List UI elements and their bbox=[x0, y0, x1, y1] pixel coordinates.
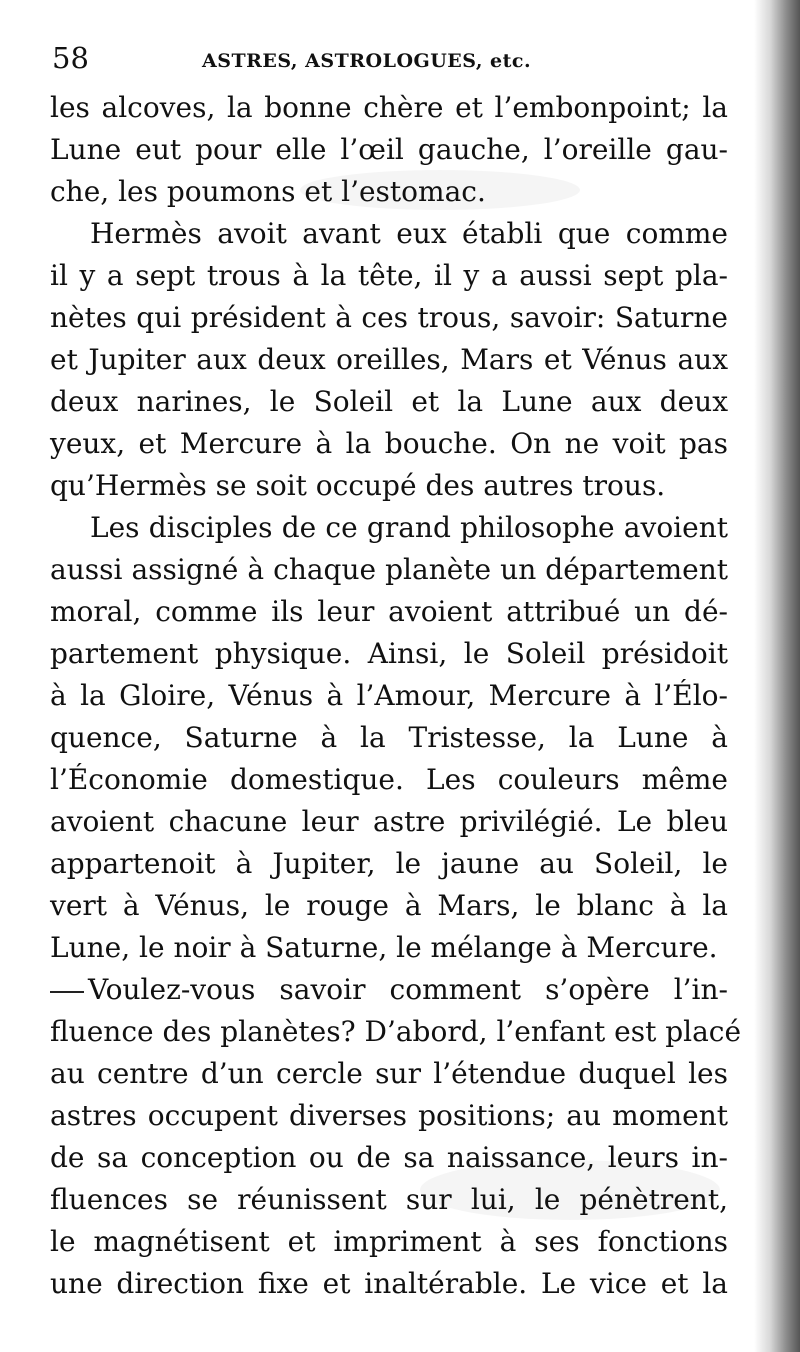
text-line: quence, Saturne à la Tristesse, la Lune à bbox=[50, 721, 728, 754]
page-gutter-shadow bbox=[754, 0, 800, 1352]
text-line: les alcoves, la bonne chère et l’embonpoint; la bbox=[50, 91, 728, 124]
text-line: il y a sept trous à la tête, il y a aussi sept pla- bbox=[50, 259, 728, 292]
paragraph-start-line: Les disciples de ce grand philosophe avoient bbox=[90, 511, 728, 544]
text-line: le magnétisent et impriment à ses fonctions bbox=[50, 1225, 728, 1258]
text-line: qu’Hermès se soit occupé des autres trous. bbox=[50, 469, 666, 502]
text-line: au centre d’un cercle sur l’étendue duquel les bbox=[50, 1057, 728, 1090]
text-line: Lune eut pour elle l’œil gauche, l’oreille gau- bbox=[50, 133, 728, 166]
text-line: une direction fixe et inaltérable. Le vice et la bbox=[50, 1267, 728, 1300]
text-line: vert à Vénus, le rouge à Mars, le blanc à la bbox=[50, 889, 728, 922]
text-line: à la Gloire, Vénus à l’Amour, Mercure à l’Élo- bbox=[50, 679, 728, 712]
text-line: aussi assigné à chaque planète un département bbox=[50, 553, 728, 586]
text-line: astres occupent diverses positions; au moment bbox=[50, 1099, 728, 1132]
paragraph-start-line: Hermès avoit avant eux établi que comme bbox=[90, 217, 728, 250]
paragraph-start-text: Voulez-vous savoir comment s’opère l’in- bbox=[88, 973, 728, 1006]
text-line: avoient chacune leur astre privilégié. Le bleu bbox=[50, 805, 728, 838]
text-line: fluences se réunissent sur lui, le pénètrent, bbox=[50, 1183, 728, 1216]
text-line: che, les poumons et l’estomac. bbox=[50, 175, 486, 208]
text-line: l’Économie domestique. Les couleurs même bbox=[50, 763, 728, 796]
page-number: 58 bbox=[52, 41, 89, 75]
text-line: nètes qui président à ces trous, savoir: Saturne bbox=[50, 301, 728, 334]
text-line: partement physique. Ainsi, le Soleil présidoit bbox=[50, 637, 728, 670]
text-line: de sa conception ou de sa naissance, leurs in- bbox=[50, 1141, 728, 1174]
text-line: fluence des planètes? D’abord, l’enfant est placé bbox=[50, 1015, 742, 1048]
running-title: ASTRES, ASTROLOGUES, etc. bbox=[202, 50, 532, 72]
text-line: yeux, et Mercure à la bouche. On ne voit pas bbox=[50, 427, 728, 460]
text-line: deux narines, le Soleil et la Lune aux deux bbox=[50, 385, 728, 418]
text-line: moral, comme ils leur avoient attribué un dé- bbox=[50, 595, 728, 628]
body-text bbox=[50, 87, 742, 1305]
text-line: appartenoit à Jupiter, le jaune au Soleil, le bbox=[50, 847, 728, 880]
running-head bbox=[52, 40, 742, 80]
em-dash-rule bbox=[50, 991, 84, 993]
paragraph-start-line bbox=[50, 969, 728, 1011]
text-line: et Jupiter aux deux oreilles, Mars et Vénus aux bbox=[50, 343, 728, 376]
text-line: Lune, le noir à Saturne, le mélange à Mercure. bbox=[50, 931, 718, 964]
